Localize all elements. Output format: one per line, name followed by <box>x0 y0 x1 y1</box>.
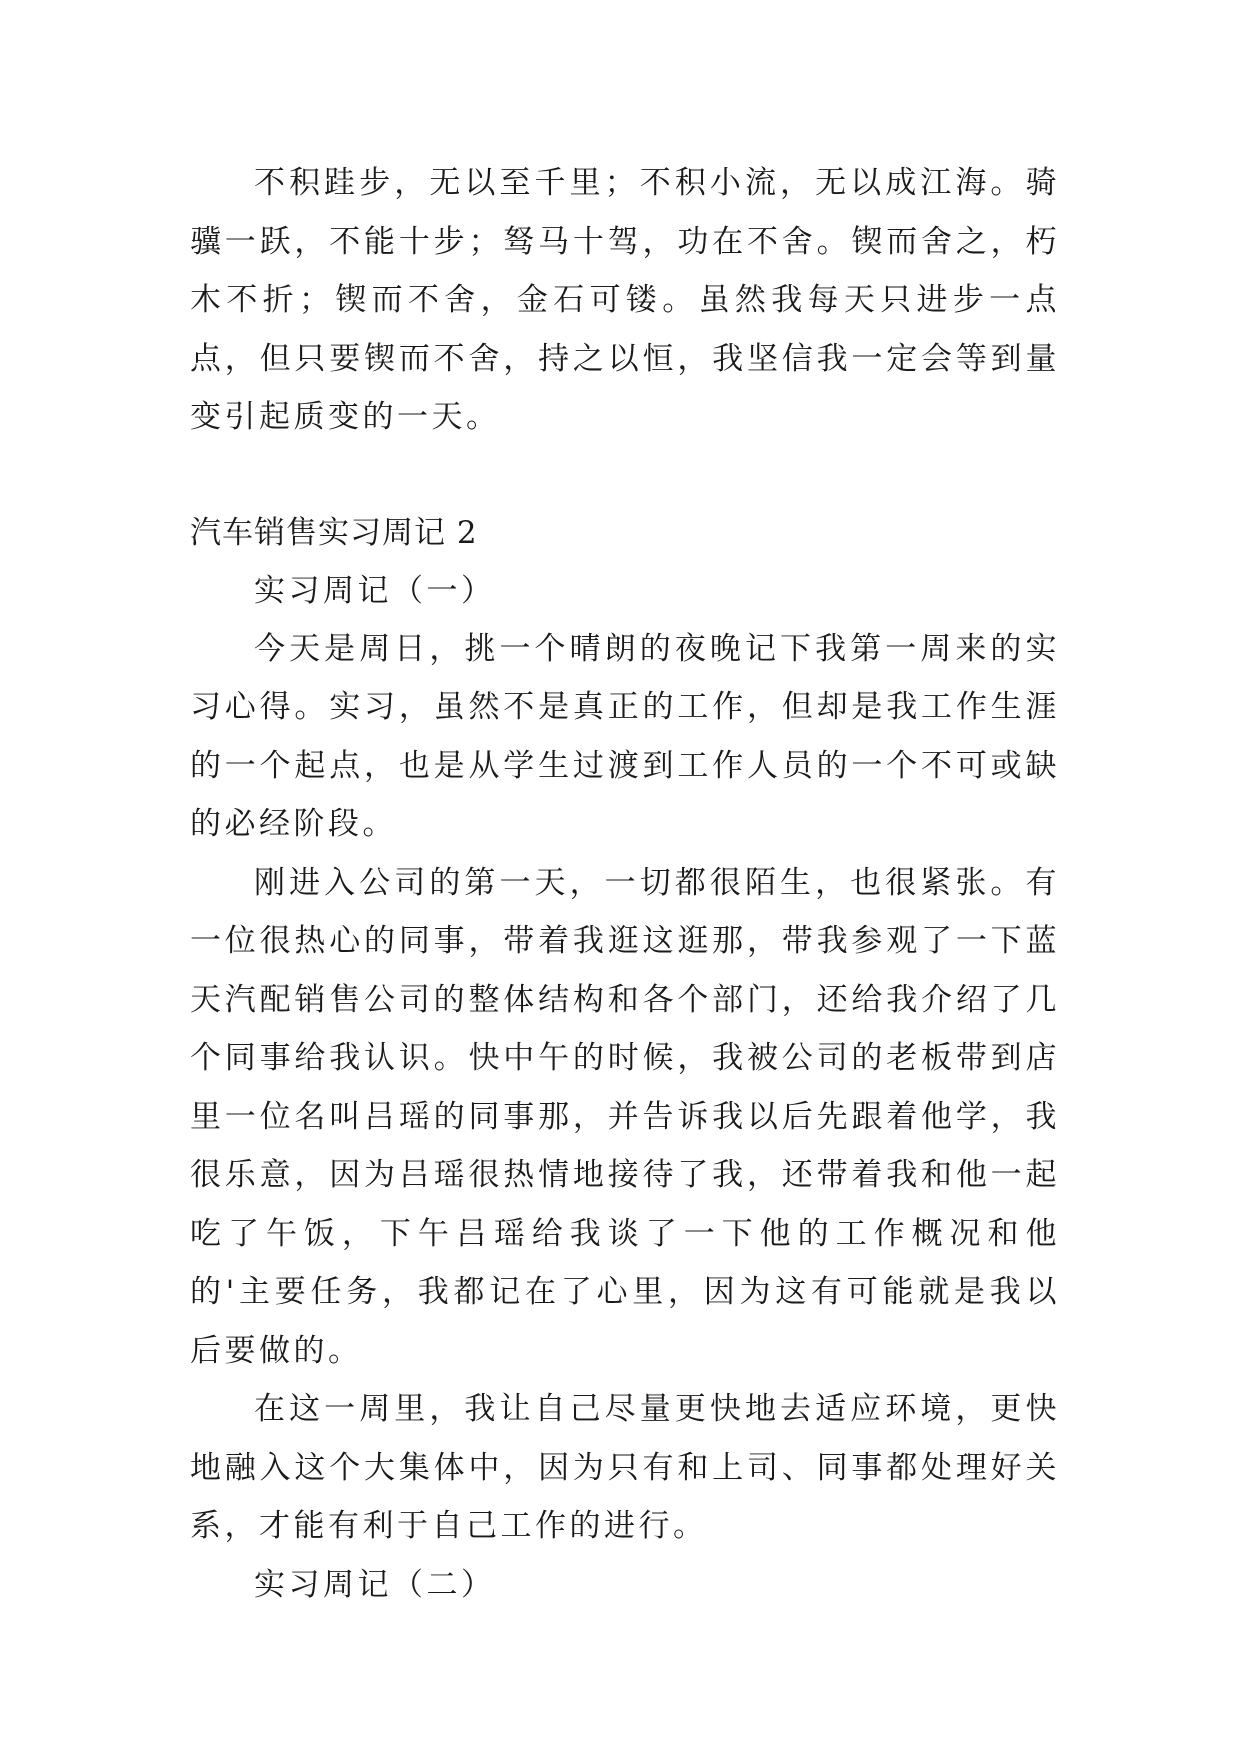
section-title: 汽车销售实习周记 2 <box>190 514 478 551</box>
intro-paragraph: 不积跬步，无以至千里；不积小流，无以成江海。骑骥一跃，不能十步；驽马十驾，功在不舍。锲而舍之，朽木不折；锲而不舍，金石可镂。虽然我每天只进步一点点，但只要锲而不舍，持之以恒，我坚信我一定会等到量变引起质变的一天。 <box>190 165 1060 435</box>
week1-paragraph-2: 刚进入公司的第一天，一切都很陌生，也很紧张。有一位很热心的同事，带着我逛这逛那，带我参观了一下蓝天汽配销售公司的整体结构和各个部门，还给我介绍了几个同事给我认识。快中午的时候，我被公司的老板带到店里一位名叫吕瑶的同事那，并告诉我以后先跟着他学，我很乐意，因为吕瑶很热情地接待了我，还带着我和他一起吃了午饭，下午吕瑶给我谈了一下他的工作概况和他的'主要任务，我都记在了心里，因为这有可能就是我以后要做的。 <box>190 864 1060 1369</box>
week1-heading: 实习周记（一） <box>254 572 496 609</box>
week2-heading: 实习周记（二） <box>254 1566 496 1603</box>
week1-paragraph-3: 在这一周里，我让自己尽量更快地去适应环境，更快地融入这个大集体中，因为只有和上司、同事都处理好关系，才能有利于自己工作的进行。 <box>190 1391 1060 1544</box>
week1-paragraph-1: 今天是周日，挑一个晴朗的夜晚记下我第一周来的实习心得。实习，虽然不是真正的工作，但却是我工作生涯的一个起点，也是从学生过渡到工作人员的一个不可或缺的必经阶段。 <box>190 630 1060 842</box>
section-spacer <box>190 447 1060 504</box>
document-page <box>190 154 1060 1614</box>
